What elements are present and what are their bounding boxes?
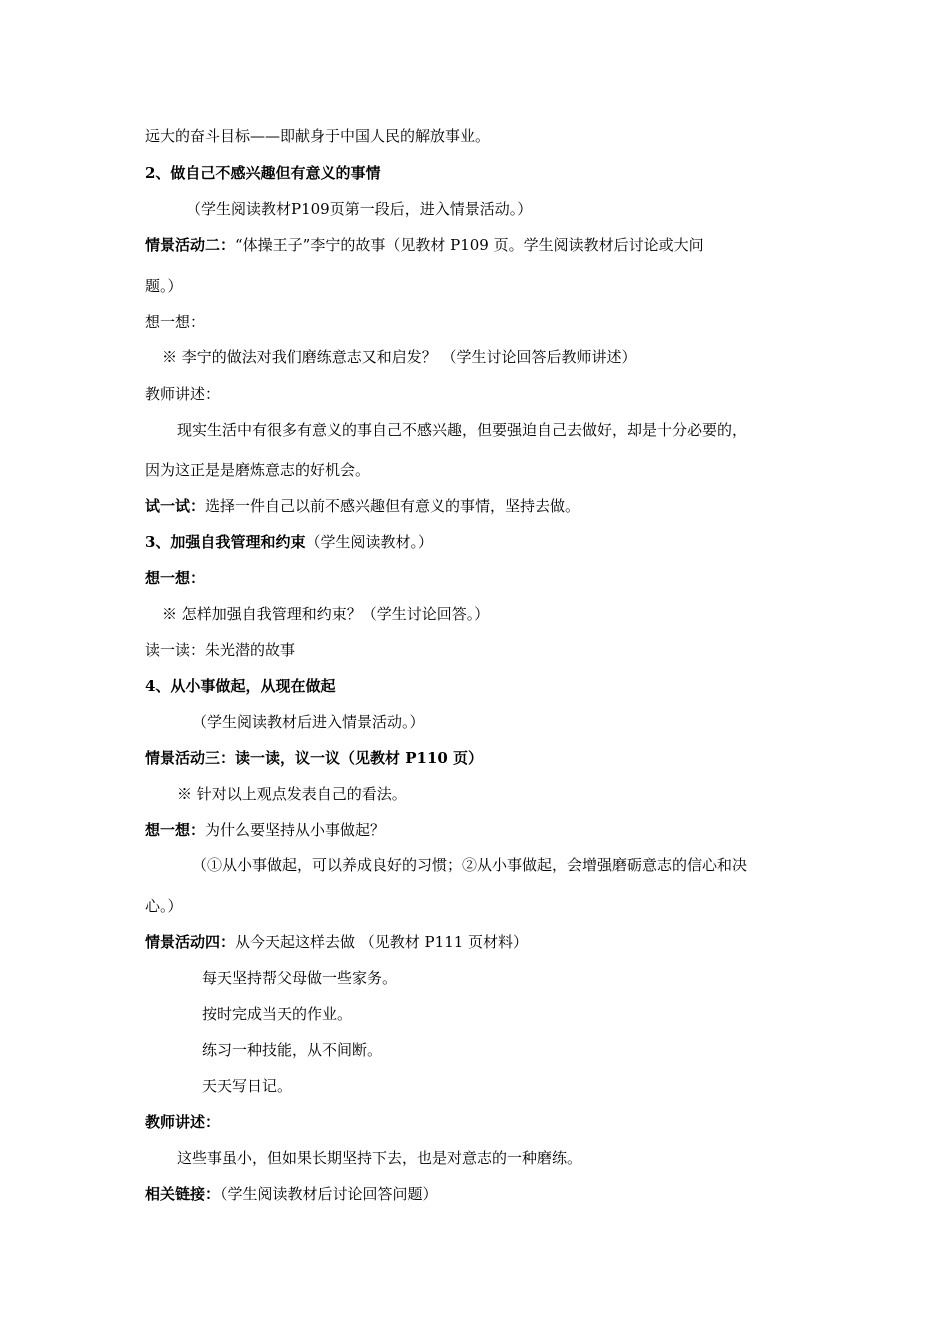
text-line: 因为这正是是磨炼意志的好机会。 bbox=[145, 461, 371, 479]
section-heading-3: 3、加强自我管理和约束 bbox=[145, 533, 306, 551]
list-item: 每天坚持帮父母做一些家务。 bbox=[202, 969, 398, 987]
text-line: 心。） bbox=[145, 897, 183, 915]
text-line: 读一读：朱光潜的故事 bbox=[145, 641, 296, 659]
link-label: 相关链接： bbox=[145, 1185, 221, 1203]
think-label: 想一想： bbox=[145, 821, 206, 839]
think-text: 为什么要坚持从小事做起？ bbox=[205, 821, 386, 839]
text-line: 想一想： bbox=[145, 569, 206, 587]
section-note: （学生阅读教材。） bbox=[305, 533, 433, 551]
text-line: （学生阅读教材P109页第一段后，进入情景活动。） bbox=[186, 200, 533, 218]
activity-text: “体操王子”李宁的故事（见教材 P109 页。学生阅读教材后讨论或大问 bbox=[235, 236, 704, 254]
link-text: （学生阅读教材后讨论回答问题） bbox=[220, 1185, 438, 1203]
text-line: 现实生活中有很多有意义的事自己不感兴趣，但要强迫自己去做好，却是十分必要的， bbox=[177, 421, 748, 439]
text-line: （学生阅读教材后进入情景活动。） bbox=[192, 713, 425, 731]
text-line: ※ 针对以上观点发表自己的看法。 bbox=[177, 785, 407, 803]
text-line: 教师讲述： bbox=[145, 385, 221, 403]
try-label: 试一试： bbox=[145, 497, 206, 515]
list-item: 天天写日记。 bbox=[202, 1077, 293, 1095]
list-item: 按时完成当天的作业。 bbox=[202, 1005, 353, 1023]
text-line: （①从小事做起，可以养成良好的习惯；②从小事做起，会增强磨砺意志的信心和决 bbox=[192, 856, 748, 874]
section-heading-2: 2、做自己不感兴趣但有意义的事情 bbox=[145, 164, 381, 182]
text-line bbox=[145, 532, 433, 552]
text-line: ※ 李宁的做法对我们磨练意志又和启发？ （学生讨论回答后教师讲述） bbox=[162, 348, 637, 366]
activity-label: 情景活动四： bbox=[145, 933, 236, 951]
text-line: 教师讲述： bbox=[145, 1113, 221, 1131]
try-text: 选择一件自己以前不感兴趣但有意义的事情，坚持去做。 bbox=[205, 497, 581, 515]
activity-text: 从今天起这样去做 （见教材 P111 页材料） bbox=[235, 933, 529, 951]
text-line: 题。） bbox=[145, 277, 183, 295]
section-heading-4: 4、从小事做起，从现在做起 bbox=[145, 677, 336, 695]
text-line bbox=[145, 932, 528, 952]
text-line bbox=[145, 820, 385, 840]
text-line: 想一想： bbox=[145, 313, 206, 331]
text-line: ※ 怎样加强自我管理和约束？（学生讨论回答。） bbox=[162, 605, 490, 623]
text-line bbox=[145, 235, 704, 255]
text-line: 远大的奋斗目标——即献身于中国人民的解放事业。 bbox=[145, 127, 491, 145]
text-line bbox=[145, 1184, 438, 1204]
text-line: 这些事虽小，但如果长期坚持下去，也是对意志的一种磨练。 bbox=[177, 1149, 583, 1167]
activity-label: 情景活动二： bbox=[145, 236, 236, 254]
list-item: 练习一种技能，从不间断。 bbox=[202, 1041, 383, 1059]
text-line: 情景活动三：读一读，议一议（见教材 P110 页） bbox=[145, 749, 484, 767]
text-line bbox=[145, 496, 580, 516]
